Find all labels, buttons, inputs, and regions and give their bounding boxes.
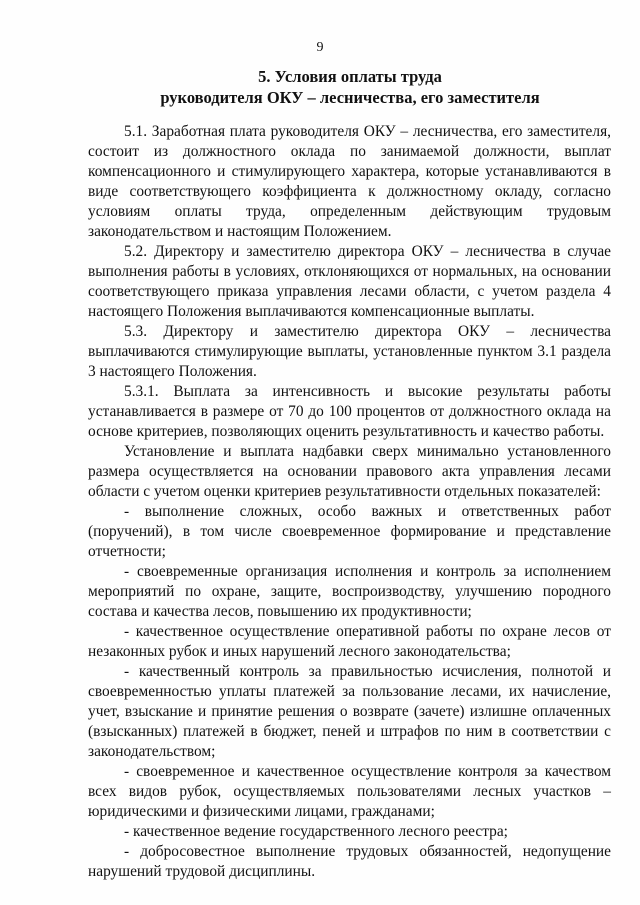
document-body (88, 122, 611, 882)
page-number: 9 (316, 40, 324, 55)
section-title-line-2: руководителя ОКУ – лесничества, его заместителя (160, 88, 540, 107)
paragraph-5-3: 5.3. Директору и заместителю директора ОКУ – лесничества выплачиваются стимулирующие выплаты, установленные пунктом 3.1 раздела 3 настоящего Положения. (88, 323, 611, 380)
paragraph-5-1: 5.1. Заработная плата руководителя ОКУ – лесничества, его заместителя, состоит из должностного оклада по занимаемой должности, выплат компенсационного и стимулирующего характера, которые устанавливаются в виде соответствующего коэффициента к должностному окладу, согласно условиям оплаты труда, определенным действующим трудовым законодательством и настоящим Положением. (88, 123, 611, 240)
section-heading (60, 66, 640, 108)
criterion-item: - добросовестное выполнение трудовых обязанностей, недопущение нарушений трудовой дисциплины. (88, 843, 611, 880)
paragraph-allowance-criteria: Установление и выплата надбавки сверх минимально установленного размера осуществляется на основании правового акта управления лесами области с учетом оценки критериев результативности отдельных показателей: (88, 443, 611, 500)
paragraph-5-2: 5.2. Директору и заместителю директора ОКУ – лесничества в случае выполнения работы в условиях, отклоняющихся от нормальных, на основании соответствующего приказа управления лесами области, с учетом раздела 4 настоящего Положения выплачиваются компенсационные выплаты. (88, 243, 611, 320)
criterion-item: - качественное осуществление оперативной работы по охране лесов от незаконных рубок и иных нарушений лесного законодательства; (88, 623, 611, 660)
criterion-item: - своевременные организация исполнения и контроль за исполнением мероприятий по охране, защите, воспроизводству, улучшению породного состава и качества лесов, повышению их продуктивности; (88, 563, 611, 620)
criterion-item: - выполнение сложных, особо важных и ответственных работ (поручений), в том числе своевременное формирование и представление отчетности; (88, 503, 611, 560)
criterion-item: - качественное ведение государственного лесного реестра; (124, 823, 508, 840)
paragraph-5-3-1: 5.3.1. Выплата за интенсивность и высокие результаты работы устанавливается в размере от 70 до 100 процентов от должностного оклада на основе критериев, позволяющих оценить результативность и качество работы. (88, 383, 611, 440)
section-title-line-1: 5. Условия оплаты труда (258, 67, 442, 86)
criterion-item: - качественный контроль за правильностью исчисления, полнотой и своевременностью уплаты платежей за пользование лесами, их начисление, учет, взыскание и принятие решения о возврате (зачете) излишне оплаченных (взысканных) платежей в бюджет, пеней и штрафов по ним в соответствии с законодательством; (88, 663, 611, 760)
criterion-item: - своевременное и качественное осуществление контроля за качеством всех видов рубок, осуществляемых пользователями лесных участков – юридическими и физическими лицами, гражданами; (88, 763, 611, 820)
